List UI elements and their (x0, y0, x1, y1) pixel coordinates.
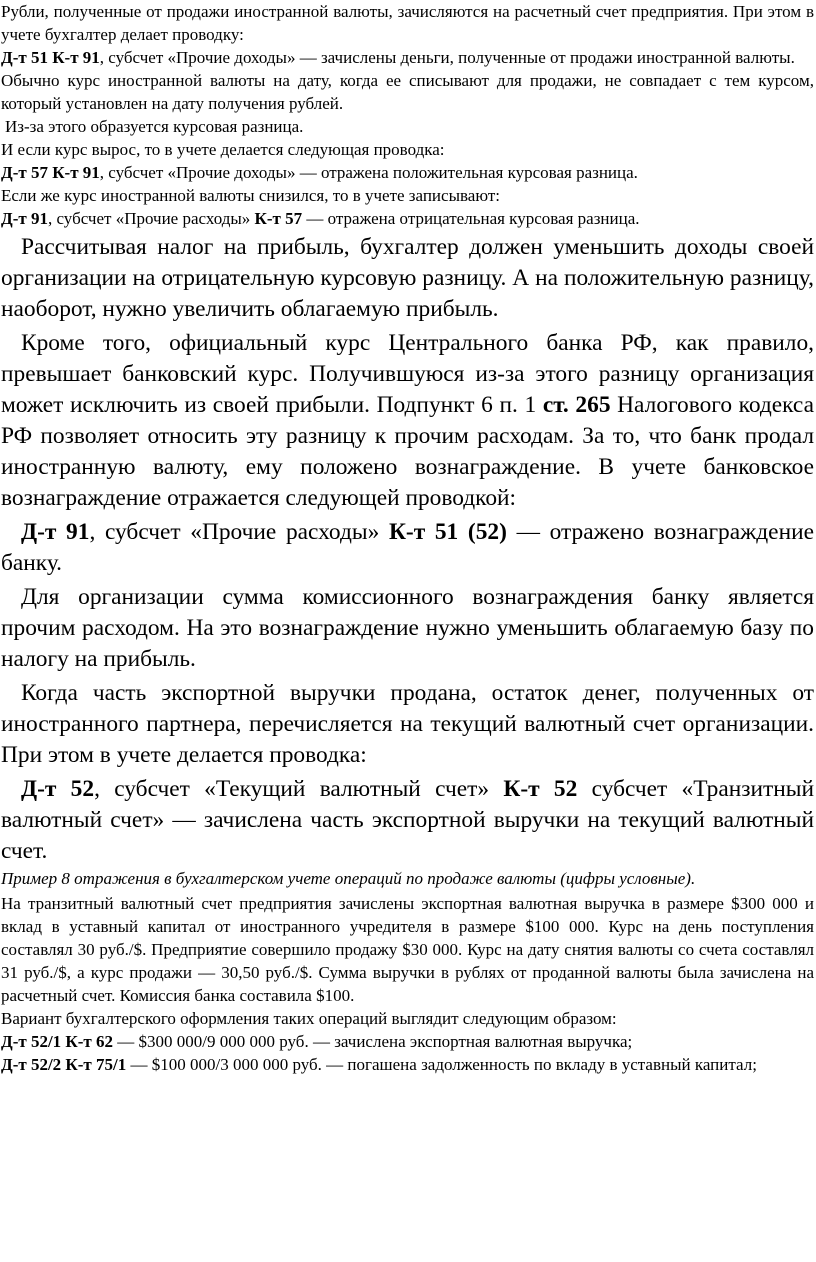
example-caption: Пример 8 отражения в бухгалтерском учете операций по продаже валюты (цифры условные). (1, 869, 696, 888)
entry-text: — отражена отрицательная курсовая разница. (302, 209, 640, 228)
law-reference: ст. 265 (542, 392, 611, 418)
entry-code: Д-т 52 (21, 776, 95, 802)
paragraph-5: И если курс вырос, то в учете делается следующая проводка: (1, 140, 445, 159)
entry-code: Д-т 52/2 К-т 75/1 (1, 1055, 127, 1074)
paragraph-10 (1, 328, 814, 514)
paragraph-19 (1, 1053, 814, 1076)
entry-text: , субсчет «Прочие доходы» — зачислены деньги, полученные от продажи иностранной валюты. (99, 48, 795, 67)
entry-code: Д-т 91 (21, 519, 90, 545)
entry-text: , субсчет «Прочие расходы» (89, 519, 389, 545)
paragraph-12: Для организации сумма комиссионного вознаграждения банку является прочим расходом. На это вознаграждение нужно уменьшить облагаемую базу по налогу на прибыль. (1, 584, 814, 672)
entry-text: , субсчет «Прочие расходы» (47, 209, 255, 228)
entry-code: Д-т 51 К-т 91 (1, 48, 100, 67)
entry-text: , субсчет «Прочие доходы» — отражена положительная курсовая разница. (99, 163, 638, 182)
paragraph-11 (1, 517, 814, 579)
entry-text: — $300 000/9 000 000 руб. — зачислена экспортная валютная выручка; (113, 1032, 633, 1051)
entry-code: Д-т 52/1 К-т 62 (1, 1032, 114, 1051)
paragraph-14 (1, 774, 814, 867)
paragraph-3: Обычно курс иностранной валюты на дату, когда ее списывают для продажи, не совпадает с тем курсом, который установлен на дату получения рублей. (1, 71, 814, 113)
entry-text: субсчет «Транзитный валютный счет» — зачислена часть экспортной выручки на текущий валютный счет. (1, 776, 814, 864)
paragraph-9: Рассчитывая налог на прибыль, бухгалтер должен уменьшить доходы своей организации на отрицательную курсовую разницу. А на положительную разницу, наоборот, нужно увеличить облагаемую прибыль. (1, 234, 814, 322)
entry-code: К-т 52 (503, 776, 578, 802)
paragraph-13: Когда часть экспортной выручки продана, остаток денег, полученных от иностранного партнера, перечисляется на текущий валютный счет организации. При этом в учете делается проводка: (1, 680, 814, 768)
entry-text: — $100 000/3 000 000 руб. — погашена задолженность по вкладу в уставный капитал; (126, 1055, 757, 1074)
paragraph-17: Вариант бухгалтерского оформления таких операций выглядит следующим образом: (1, 1009, 617, 1028)
paragraph-16: На транзитный валютный счет предприятия зачислены экспортная валютная выручка в размере $300 000 и вклад в уставный капитал от иностранного учредителя в размере $100 000. Курс на день поступления составлял 30 руб./$. Предприятие совершило продажу $30 000. Курс на дату снятия валюты со счета составлял 31 руб./$, а курс продажи — 30,50 руб./$. Сумма выручки в рублях от проданной валюты была зачислена на расчетный счет. Комиссия банка составила $100. (1, 894, 814, 1005)
entry-text: , субсчет «Текущий валютный счет» (94, 776, 504, 802)
paragraph-7: Если же курс иностранной валюты снизился, то в учете записывают: (1, 186, 500, 205)
paragraph-6 (1, 161, 814, 184)
entry-text: — отражено вознаграждение банку. (1, 519, 814, 576)
paragraph-2 (1, 46, 814, 69)
paragraph-18 (1, 1030, 814, 1053)
entry-code: Д-т 91 (1, 209, 48, 228)
paragraph-4: Из-за этого образуется курсовая разница. (5, 117, 304, 136)
paragraph-1: Рубли, полученные от продажи иностранной валюты, зачисляются на расчетный счет предприятия. При этом в учете бухгалтер делает проводку: (1, 2, 814, 44)
paragraph-text: Налогового кодекса РФ позволяет относить эту разницу к прочим расходам. За то, что банк продал иностранную валюту, ему положено вознаграждение. В учете банковское вознаграждение отражается следующей проводкой: (1, 392, 814, 511)
entry-code: К-т 51 (52) (388, 519, 507, 545)
entry-code: Д-т 57 К-т 91 (1, 163, 100, 182)
paragraph-text: Кроме того, официальный курс Центрального банка РФ, как правило, превышает банковский курс. Получившуюся из-за этого разницу организация может исключить из своей прибыли. Подпункт 6 п. 1 (1, 330, 814, 418)
paragraph-8 (1, 207, 814, 230)
entry-code: К-т 57 (254, 209, 303, 228)
